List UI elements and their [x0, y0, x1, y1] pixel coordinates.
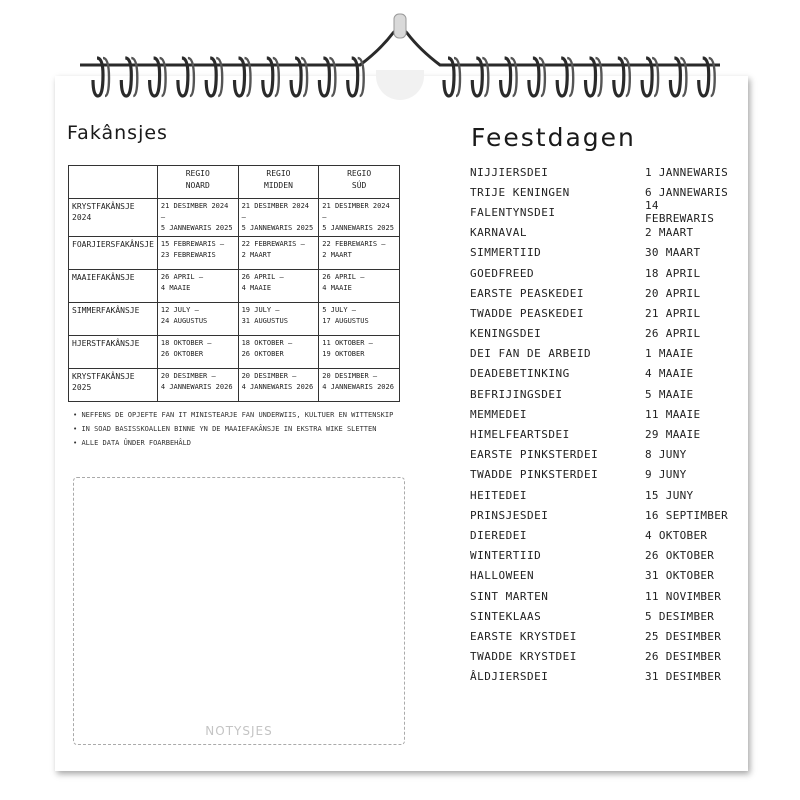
notes-box[interactable]: [73, 477, 405, 745]
holiday-name: TWADDE KRYSTDEI: [470, 650, 577, 664]
holiday-name: WINTERTIID: [470, 549, 542, 563]
vacation-cell: 18 OKTOBER – 26 OKTOBER: [238, 336, 319, 369]
holiday-date: 6 JANNEWARIS: [645, 185, 729, 199]
spiral-binding: [0, 0, 800, 110]
vacation-cell: 18 OKTOBER – 26 OKTOBER: [157, 336, 238, 369]
holiday-name: TRIJE KENINGEN: [470, 185, 570, 199]
holiday-date: 4 MAAIE: [645, 367, 694, 381]
holiday-row: [470, 465, 732, 485]
holiday-row: [470, 485, 732, 505]
holiday-date: 31 DESIMBER: [645, 670, 722, 684]
holiday-row: [470, 384, 732, 404]
holiday-row: [470, 626, 732, 646]
holiday-date: 8 JUNY: [645, 448, 687, 462]
holiday-row: [470, 223, 732, 243]
holiday-name: HEITEDEI: [470, 488, 527, 502]
note-item: • NEFFENS DE OPJEFTE FAN IT MINISTEARJE FAN UNDERWIIS, KULTUER EN WITTENSKIP: [73, 408, 393, 422]
holiday-name: FALENTYNSDEI: [470, 205, 556, 219]
holiday-name: DIEREDEI: [470, 528, 527, 542]
holiday-date: 5 DESIMBER: [645, 609, 715, 623]
vacation-cell: 20 DESIMBER – 4 JANNEWARIS 2026: [238, 369, 319, 402]
holiday-date: 29 MAAIE: [645, 428, 701, 442]
holiday-name: EARSTE PINKSTERDEI: [470, 448, 599, 462]
holiday-row: [470, 344, 732, 364]
table-row: [69, 369, 400, 402]
table-row: [69, 270, 400, 303]
holiday-date: 21 APRIL: [645, 306, 701, 320]
vacation-label: KRYSTFAKÂNSJE 2024: [69, 199, 158, 237]
vacation-cell: 11 OKTOBER – 19 OKTOBER: [319, 336, 400, 369]
holiday-name: PRINSJESDEI: [470, 508, 549, 522]
vacation-cell: 26 APRIL – 4 MAAIE: [319, 270, 400, 303]
vacation-cell: 20 DESIMBER – 4 JANNEWARIS 2026: [319, 369, 400, 402]
holiday-name: TWADDE PINKSTERDEI: [470, 468, 599, 482]
vacation-label: FOARJIERSFAKÂNSJE: [69, 237, 158, 270]
holiday-name: BEFRIJINGSDEI: [470, 387, 563, 401]
table-row: [69, 336, 400, 369]
holiday-date: 25 DESIMBER: [645, 629, 722, 643]
holiday-date: 1 JANNEWARIS: [645, 165, 729, 179]
holiday-row: [470, 667, 732, 687]
vacation-cell: 21 DESIMBER 2024 – 5 JANNEWARIS 2025: [238, 199, 319, 237]
holiday-row: [470, 324, 732, 344]
holiday-row: [470, 546, 732, 566]
table-header-row: [69, 166, 400, 199]
binding-coils: [93, 58, 715, 96]
holiday-name: TWADDE PEASKEDEI: [470, 306, 584, 320]
vacation-label: MAAIEFAKÂNSJE: [69, 270, 158, 303]
holiday-name: DEADEBETINKING: [470, 367, 570, 381]
holiday-date: 30 MAART: [645, 246, 701, 260]
table-row: [69, 199, 400, 237]
note-item: • IN SOAD BASISSKOALLEN BINNE YN DE MAAIEFAKÂNSJE IN EKSTRA WIKE SLETTEN: [73, 422, 393, 436]
holidays-title: Feestdagen: [471, 123, 636, 152]
note-item: • ALLE DATA ÛNDER FOARBEHÂLD: [73, 436, 393, 450]
holiday-row: [470, 566, 732, 586]
vacation-cell: 5 JULY – 17 AUGUSTUS: [319, 303, 400, 336]
holiday-date: 14 FEBREWARIS: [645, 199, 715, 226]
holiday-row: [470, 283, 732, 303]
holiday-name: KENINGSDEI: [470, 327, 542, 341]
holiday-date: 2 MAART: [645, 226, 694, 240]
vacation-cell: 26 APRIL – 4 MAAIE: [157, 270, 238, 303]
table-header-cell: REGIO NOARD: [157, 166, 238, 199]
holiday-name: HALLOWEEN: [470, 569, 535, 583]
holiday-name: ÂLDJIERSDEI: [470, 670, 549, 684]
holiday-date: 26 DESIMBER: [645, 650, 722, 664]
holiday-date: 9 JUNY: [645, 468, 687, 482]
notes-list: [73, 408, 393, 450]
holiday-date: 26 APRIL: [645, 327, 701, 341]
holiday-row: [470, 424, 732, 444]
holiday-date: 1 MAAIE: [645, 347, 694, 361]
holiday-date: 20 APRIL: [645, 286, 701, 300]
vacation-cell: 21 DESIMBER 2024 – 5 JANNEWARIS 2025: [157, 199, 238, 237]
vacation-cell: 12 JULY – 24 AUGUSTUS: [157, 303, 238, 336]
holiday-date: 16 SEPTIMBER: [645, 508, 729, 522]
holiday-name: MEMMEDEI: [470, 407, 527, 421]
holiday-date: 26 OKTOBER: [645, 549, 715, 563]
holiday-row: [470, 647, 732, 667]
vacations-title: Fakânsjes: [67, 122, 168, 144]
table-header-cell: REGIO MIDDEN: [238, 166, 319, 199]
holiday-date: 11 MAAIE: [645, 407, 701, 421]
holiday-date: 5 MAAIE: [645, 387, 694, 401]
holiday-name: SIMMERTIID: [470, 246, 542, 260]
holiday-date: 4 OKTOBER: [645, 528, 708, 542]
table-row: [69, 237, 400, 270]
holiday-row: [470, 586, 732, 606]
holiday-row: [470, 303, 732, 323]
holiday-row: [470, 263, 732, 283]
vacation-cell: 26 APRIL – 4 MAAIE: [238, 270, 319, 303]
holiday-date: 15 JUNY: [645, 488, 694, 502]
notes-label: NOTYSJES: [205, 724, 273, 738]
holiday-name: EARSTE PEASKEDEI: [470, 286, 584, 300]
holiday-row: [470, 445, 732, 465]
holiday-name: SINT MARTEN: [470, 589, 549, 603]
holiday-row: [470, 199, 732, 226]
table-header-cell: REGIO SÚD: [319, 166, 400, 199]
holiday-name: GOEDFREED: [470, 266, 535, 280]
vacation-cell: 22 FEBREWARIS – 2 MAART: [319, 237, 400, 270]
holiday-row: [470, 606, 732, 626]
holiday-row: [470, 364, 732, 384]
vacation-cell: 19 JULY – 31 AUGUSTUS: [238, 303, 319, 336]
vacation-cell: 22 FEBREWARIS – 2 MAART: [238, 237, 319, 270]
holiday-row: [470, 505, 732, 525]
vacation-cell: 15 FEBREWARIS – 23 FEBREWARIS: [157, 237, 238, 270]
hanger-hook: [394, 14, 406, 38]
holiday-name: HIMELFEARTSDEI: [470, 428, 570, 442]
table-header-empty: [69, 166, 158, 199]
vacation-label: KRYSTFAKÂNSJE 2025: [69, 369, 158, 402]
holiday-name: NIJJIERSDEI: [470, 165, 549, 179]
holiday-date: 11 NOVIMBER: [645, 589, 722, 603]
holiday-date: 31 OKTOBER: [645, 569, 715, 583]
table-row: [69, 303, 400, 336]
holiday-name: DEI FAN DE ARBEID: [470, 347, 592, 361]
holiday-list: [470, 162, 732, 687]
holiday-name: SINTEKLAAS: [470, 609, 542, 623]
vacation-label: HJERSTFAKÂNSJE: [69, 336, 158, 369]
vacation-label: SIMMERFAKÂNSJE: [69, 303, 158, 336]
vacation-cell: 20 DESIMBER – 4 JANNEWARIS 2026: [157, 369, 238, 402]
holiday-row: [470, 243, 732, 263]
holiday-row: [470, 525, 732, 545]
holiday-row: [470, 404, 732, 424]
holiday-name: KARNAVAL: [470, 226, 527, 240]
holiday-row: [470, 162, 732, 182]
vacation-table: [68, 165, 400, 402]
holiday-date: 18 APRIL: [645, 266, 701, 280]
vacation-cell: 21 DESIMBER 2024 – 5 JANNEWARIS 2025: [319, 199, 400, 237]
holiday-name: EARSTE KRYSTDEI: [470, 629, 577, 643]
